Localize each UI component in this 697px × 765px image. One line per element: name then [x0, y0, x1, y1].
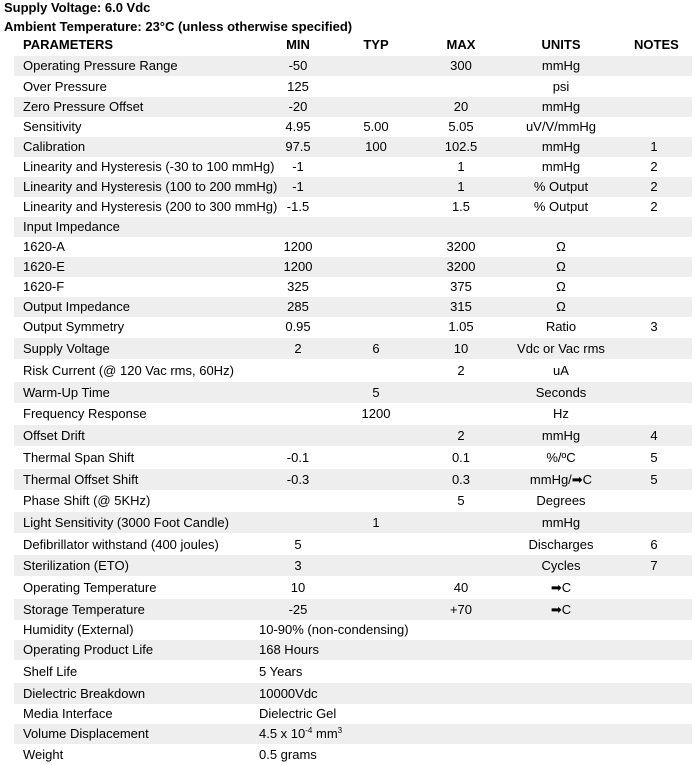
cell-param: Dielectric Breakdown — [23, 686, 146, 701]
table-row — [0, 197, 697, 217]
table-row — [0, 640, 697, 660]
cell-typ: 5 — [372, 385, 380, 400]
cell-min: 0.95 — [285, 319, 311, 334]
cell-value — [259, 745, 317, 765]
cell-units: Degrees — [536, 493, 586, 508]
cell-notes: 5 — [650, 450, 658, 465]
cell-param: Phase Shift (@ 5KHz) — [23, 493, 151, 508]
cell-max: 102.5 — [444, 139, 478, 154]
cell-min: -0.3 — [286, 472, 310, 487]
column-header-min: MIN — [286, 37, 310, 52]
cell-param: Input Impedance — [23, 219, 120, 234]
cell-value-text: Dielectric Gel — [259, 706, 337, 721]
cell-typ: 5.00 — [363, 119, 389, 134]
cell-min: 10 — [290, 580, 306, 595]
cell-units: % Output — [533, 179, 589, 194]
table-row — [0, 338, 697, 359]
table-row — [0, 447, 697, 468]
cell-value-text: 10-90% (non-condensing) — [259, 622, 409, 637]
table-row — [0, 257, 697, 277]
cell-param: Linearity and Hysteresis (200 to 300 mmHg) — [23, 199, 278, 214]
cell-units: Ω — [556, 299, 566, 314]
cell-notes: 5 — [650, 472, 658, 487]
table-row — [0, 425, 697, 446]
cell-min: 325 — [287, 279, 309, 294]
cell-value — [259, 661, 302, 682]
table-row — [0, 577, 697, 598]
table-row — [0, 469, 697, 490]
table-row — [0, 157, 697, 177]
table-row — [0, 56, 697, 76]
cell-max: 3200 — [446, 239, 476, 254]
cell-notes: 7 — [650, 558, 658, 573]
cell-max: +70 — [449, 602, 473, 617]
cell-param: Media Interface — [23, 706, 113, 721]
cell-min: -1 — [292, 179, 304, 194]
cell-units: Cycles — [541, 558, 581, 573]
cell-min: -25 — [288, 602, 308, 617]
cell-value-text: 4.5 x 10 — [259, 726, 306, 741]
unit-text: mm — [312, 726, 338, 741]
cell-min: 125 — [287, 79, 309, 94]
cell-units: ➡C — [550, 580, 572, 595]
table-row — [0, 97, 697, 117]
cell-value — [259, 724, 342, 744]
cell-param: Operating Product Life — [23, 642, 154, 657]
cell-typ: 6 — [372, 341, 380, 356]
cell-min: -50 — [288, 58, 308, 73]
cell-min: 285 — [287, 299, 309, 314]
table-row — [0, 317, 697, 337]
cell-value-text: 0.5 grams — [259, 747, 317, 762]
cell-max: 0.3 — [451, 472, 471, 487]
ambient-temperature-heading: Ambient Temperature: 23°C (unless otherwise specified) — [4, 19, 353, 34]
cell-min: 4.95 — [285, 119, 311, 134]
cell-units: %/ºC — [546, 450, 576, 465]
cell-units: uV/V/mmHg — [525, 119, 597, 134]
table-row — [0, 490, 697, 511]
table-row — [0, 599, 697, 620]
cell-param: 1620-F — [23, 279, 65, 294]
cell-typ: 1 — [372, 515, 380, 530]
cell-max: 2 — [457, 363, 465, 378]
cell-param: Zero Pressure Offset — [23, 99, 144, 114]
table-row — [0, 704, 697, 724]
table-row — [0, 403, 697, 424]
cell-max: 1 — [457, 159, 465, 174]
cell-max: 300 — [450, 58, 472, 73]
table-row — [0, 683, 697, 704]
cell-max: 40 — [453, 580, 469, 595]
cell-param: Linearity and Hysteresis (-30 to 100 mmHg) — [23, 159, 275, 174]
cell-units: Hz — [553, 406, 569, 421]
cell-max: 20 — [453, 99, 469, 114]
cell-max: 10 — [453, 341, 469, 356]
cell-units: Ω — [556, 279, 566, 294]
cell-param: Light Sensitivity (3000 Foot Candle) — [23, 515, 229, 530]
cell-units: Ω — [556, 259, 566, 274]
cell-units: mmHg — [541, 58, 581, 73]
cell-notes: 2 — [650, 199, 658, 214]
table-row — [0, 620, 697, 640]
cell-param: Weight — [23, 747, 64, 762]
cell-value — [259, 683, 318, 704]
cell-units: mmHg — [541, 428, 581, 443]
table-row — [0, 661, 697, 682]
cell-max: 3200 — [446, 259, 476, 274]
cell-max: 5.05 — [448, 119, 474, 134]
column-header-units: UNITS — [541, 37, 581, 52]
cell-units: mmHg/➡C — [529, 472, 593, 487]
cell-max: 1.5 — [451, 199, 471, 214]
cell-max: 1 — [457, 179, 465, 194]
cell-notes: 1 — [650, 139, 658, 154]
column-header-notes: NOTES — [634, 37, 679, 52]
table-row — [0, 512, 697, 533]
unit-exponent: 3 — [337, 726, 343, 735]
cell-min: 97.5 — [285, 139, 311, 154]
cell-param: Thermal Span Shift — [23, 450, 135, 465]
table-row — [0, 237, 697, 257]
table-row — [0, 360, 697, 381]
cell-units: psi — [552, 79, 570, 94]
table-row — [0, 555, 697, 576]
cell-units: Vdc or Vac rms — [517, 341, 605, 356]
table-row — [0, 297, 697, 317]
cell-min: -0.1 — [286, 450, 310, 465]
table-row — [0, 277, 697, 297]
cell-units: uA — [553, 363, 569, 378]
cell-param: Linearity and Hysteresis (100 to 200 mmHg) — [23, 179, 278, 194]
cell-param: Output Impedance — [23, 299, 130, 314]
cell-units: mmHg — [541, 139, 581, 154]
cell-param: Defibrillator withstand (400 joules) — [23, 537, 219, 552]
column-header-parameters: PARAMETERS — [23, 37, 114, 52]
cell-param: Over Pressure — [23, 79, 107, 94]
cell-param: Volume Displacement — [23, 726, 149, 741]
cell-param: 1620-A — [23, 239, 65, 254]
cell-notes: 2 — [650, 159, 658, 174]
cell-value-text: 10000Vdc — [259, 686, 318, 701]
cell-param: Sterilization (ETO) — [23, 558, 129, 573]
cell-param: Frequency Response — [23, 406, 147, 421]
cell-param: Risk Current (@ 120 Vac rms, 60Hz) — [23, 363, 234, 378]
cell-param: Shelf Life — [23, 664, 78, 679]
cell-value — [259, 704, 336, 724]
cell-param: Warm-Up Time — [23, 385, 110, 400]
cell-param: Storage Temperature — [23, 602, 145, 617]
cell-min: 1200 — [283, 239, 313, 254]
cell-value-text: 5 Years — [259, 664, 303, 679]
cell-min: 5 — [294, 537, 302, 552]
column-header-typ: TYP — [363, 37, 389, 52]
cell-min: -1.5 — [286, 199, 310, 214]
cell-param: Thermal Offset Shift — [23, 472, 139, 487]
cell-min: -1 — [292, 159, 304, 174]
cell-units: mmHg — [541, 515, 581, 530]
cell-min: 2 — [294, 341, 302, 356]
cell-value-text: 168 Hours — [259, 642, 319, 657]
cell-param: Sensitivity — [23, 119, 82, 134]
cell-units: Ω — [556, 239, 566, 254]
cell-max: 5 — [457, 493, 465, 508]
cell-min: -20 — [288, 99, 308, 114]
cell-typ: 1200 — [361, 406, 391, 421]
table-row — [0, 77, 697, 97]
cell-min: 3 — [294, 558, 302, 573]
cell-typ: 100 — [365, 139, 387, 154]
cell-max: 375 — [450, 279, 472, 294]
cell-units: Seconds — [535, 385, 587, 400]
cell-min: 1200 — [283, 259, 313, 274]
cell-units: mmHg — [541, 99, 581, 114]
cell-units: % Output — [533, 199, 589, 214]
table-row — [0, 137, 697, 157]
exponent: -4 — [305, 726, 313, 735]
table-row — [0, 217, 697, 237]
cell-param: Humidity (External) — [23, 622, 134, 637]
table-row — [0, 382, 697, 403]
cell-max: 315 — [450, 299, 472, 314]
table-row — [0, 724, 697, 744]
cell-max: 0.1 — [451, 450, 471, 465]
column-header-max: MAX — [446, 37, 476, 52]
table-row — [0, 745, 697, 765]
table-row — [0, 534, 697, 555]
cell-param: Output Symmetry — [23, 319, 125, 334]
cell-units: Ratio — [545, 319, 577, 334]
cell-max: 1.05 — [448, 319, 474, 334]
cell-notes: 6 — [650, 537, 658, 552]
table-row — [0, 177, 697, 197]
cell-value — [259, 640, 319, 660]
cell-units: Discharges — [528, 537, 594, 552]
cell-param: Offset Drift — [23, 428, 85, 443]
table-row — [0, 117, 697, 137]
supply-voltage-heading: Supply Voltage: 6.0 Vdc — [4, 0, 151, 15]
cell-param: Operating Temperature — [23, 580, 157, 595]
cell-param: Supply Voltage — [23, 341, 110, 356]
column-header-row — [0, 37, 697, 55]
cell-units: ➡C — [550, 602, 572, 617]
cell-notes: 2 — [650, 179, 658, 194]
cell-units: mmHg — [541, 159, 581, 174]
cell-max: 2 — [457, 428, 465, 443]
cell-param: Operating Pressure Range — [23, 58, 178, 73]
cell-notes: 3 — [650, 319, 658, 334]
cell-notes: 4 — [650, 428, 658, 443]
cell-value — [259, 620, 409, 640]
cell-param: 1620-E — [23, 259, 65, 274]
cell-param: Calibration — [23, 139, 86, 154]
